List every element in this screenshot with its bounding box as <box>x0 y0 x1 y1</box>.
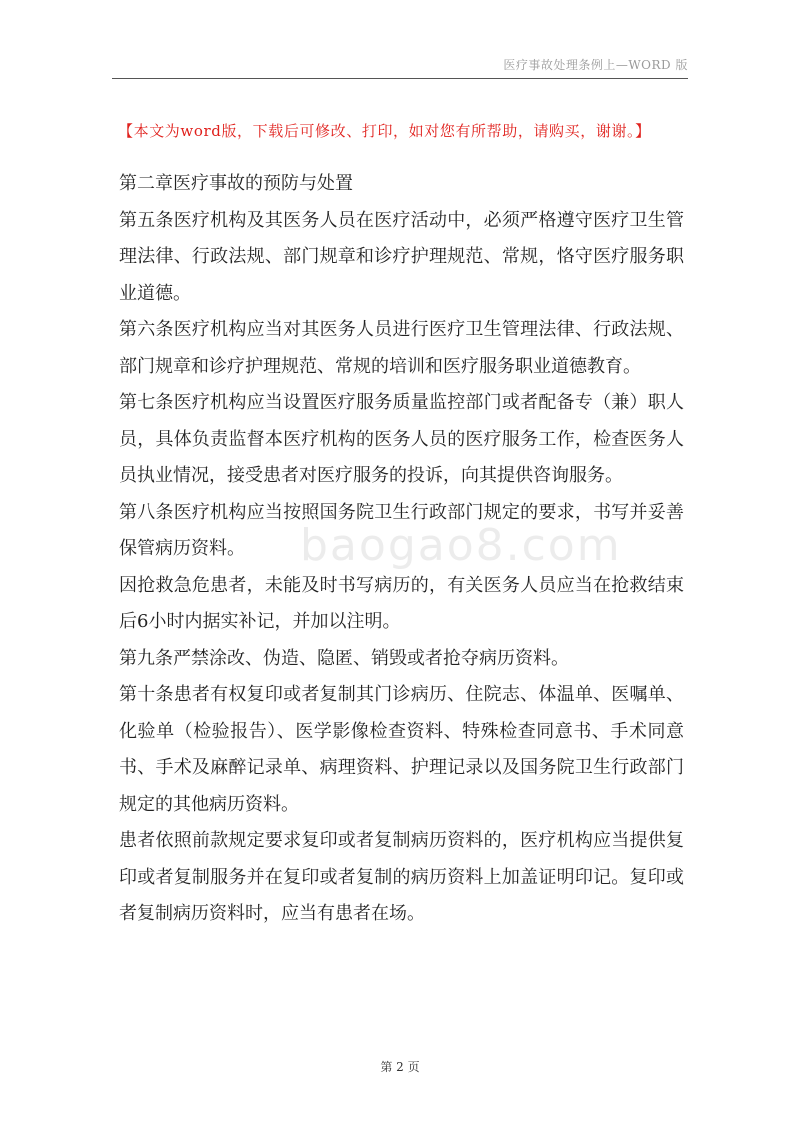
article-7-paragraph: 第七条医疗机构应当设置医疗服务质量监控部门或者配备专（兼）职人员，具体负责监督本医疗机构的医务人员的医疗服务工作，检查医务人员执业情况，接受患者对医疗服务的投诉，向其提供咨询服务。 <box>119 392 684 486</box>
article-8-paragraph: 第八条医疗机构应当按照国务院卫生行政部门规定的要求，书写并妥善保管病历资料。 <box>119 501 684 559</box>
article-8-clause-paragraph: 因抢救急危患者，未能及时书写病历的，有关医务人员应当在抢救结束后6小时内据实补记，并加以注明。 <box>119 574 684 632</box>
watermark: baogao8.com <box>300 520 622 571</box>
chapter-heading: 第二章医疗事故的预防与处置 <box>119 173 353 194</box>
purchase-notice: 【本文为word版，下载后可修改、打印，如对您有所帮助，请购买，谢谢。】 <box>118 122 651 140</box>
article-9-paragraph: 第九条严禁涂改、伪造、隐匿、销毁或者抢夺病历资料。 <box>119 647 569 669</box>
article-5-paragraph: 第五条医疗机构及其医务人员在医疗活动中，必须严格遵守医疗卫生管理法律、行政法规、部门规章和诊疗护理规范、常规，恪守医疗服务职业道德。 <box>119 209 684 304</box>
document-body <box>119 166 684 933</box>
page-number: 第 2 页 <box>380 1060 420 1074</box>
article-10-clause-paragraph: 患者依照前款规定要求复印或者复制病历资料的，医疗机构应当提供复印或者复制服务并在复印或者复制的病历资料上加盖证明印记。复印或者复制病历资料时，应当有患者在场。 <box>119 830 684 924</box>
article-6-paragraph: 第六条医疗机构应当对其医务人员进行医疗卫生管理法律、行政法规、部门规章和诊疗护理规范、常规的培训和医疗服务职业道德教育。 <box>119 319 684 377</box>
page-header <box>112 52 688 79</box>
article-10-paragraph: 第十条患者有权复印或者复制其门诊病历、住院志、体温单、医嘱单、化验单（检验报告）、医学影像检查资料、特殊检查同意书、手术同意书、手术及麻醉记录单、病理资料、护理记录以及国务院卫生行政部门规定的其他病历资料。 <box>119 684 684 815</box>
header-title: 医疗事故处理条例上—WORD 版 <box>503 58 688 72</box>
